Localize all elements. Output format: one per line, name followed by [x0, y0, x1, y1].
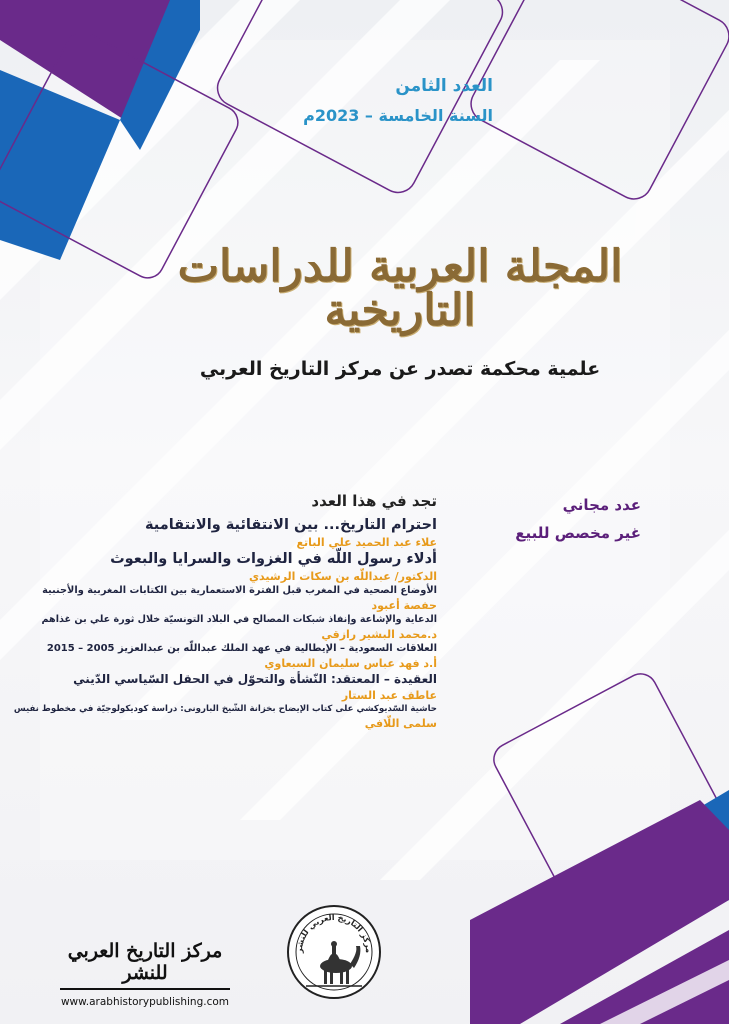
free-issue-line1: عدد مجاني — [562, 496, 641, 514]
publisher-seal — [284, 902, 384, 1002]
toc-article — [37, 643, 437, 670]
issue-info — [303, 76, 493, 125]
toc-article — [37, 672, 437, 702]
article-author: حفصة أعبود — [371, 599, 437, 612]
toc-heading: تجد في هذا العدد — [311, 492, 437, 510]
toc-article — [37, 517, 437, 549]
toc-article — [37, 585, 437, 612]
article-title: الدعاية والإشاعة وإنفاذ شبكات المصالح في البلاد التونسيّة خلال ثورة علي بن غذاهم — [41, 614, 437, 625]
toc-article — [37, 551, 437, 583]
article-author: سلمى اللّافي — [364, 717, 437, 730]
article-title: احترام التاريخ... بين الانتقائية والانتقامية — [145, 517, 437, 533]
article-title: العقيدة – المعتقد: النّشأة والتحوّل في الحقل السّياسي الدّيني — [73, 672, 437, 686]
journal-subtitle: علمية محكمة تصدر عن مركز التاريخ العربي — [199, 358, 601, 380]
article-author: علاء عبد الحميد علي الباتع — [296, 536, 437, 549]
article-title: حاشية السّديوكشي على كتاب الإيضاح بخزانة الشّيخ البارونى: دراسة كوديكولوجيّة في مخطوط نفيس — [13, 704, 437, 714]
article-author: أ.د فهد عباس سليمان السبعاوي — [264, 657, 437, 670]
toc-article — [13, 704, 437, 730]
free-issue-note — [515, 496, 641, 542]
article-author: عاطف عبد الستار — [341, 689, 437, 702]
publisher-logo — [60, 940, 230, 1008]
article-author: د.محمد البشير رازقي — [321, 628, 437, 641]
issue-number: العدد الثامن — [395, 76, 493, 96]
publisher-url[interactable]: www.arabhistorypublishing.com — [60, 996, 230, 1008]
issue-year: السنة الخامسة – 2023م — [303, 106, 493, 125]
article-title: أدلاء رسول اللّه في الغزوات والسرايا والبعوث — [110, 551, 437, 567]
article-author: الدكتور/ عبداللّه بن سكات الرشيدي — [248, 570, 437, 583]
free-issue-line2: غير مخصص للبيع — [515, 524, 641, 542]
table-of-contents — [13, 492, 437, 732]
publisher-name: مركز التاريخ العربي للنشر — [60, 940, 230, 990]
article-title: العلاقات السعودية – الإيطالية في عهد الملك عبداللّه بن عبدالعزيز 2005 – 2015 — [46, 643, 437, 654]
toc-article — [37, 614, 437, 641]
seal-text: مركز التاريخ العربي للنشر — [294, 912, 374, 954]
journal-title: المجلة العربية للدراسات التاريخية — [177, 241, 623, 336]
article-title: الأوضاع الصحية في المغرب قبل الفترة الاستعمارية بين الكتابات المغربية والأجنبية — [42, 585, 437, 596]
